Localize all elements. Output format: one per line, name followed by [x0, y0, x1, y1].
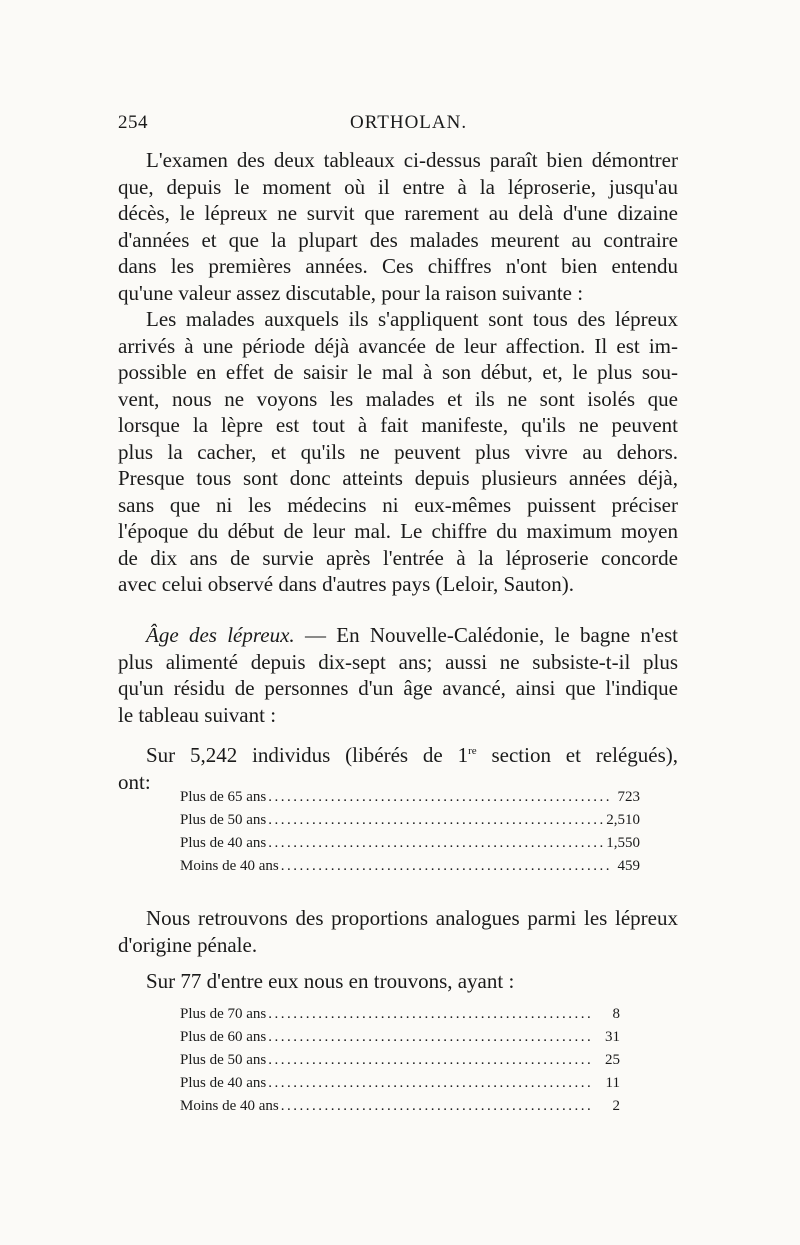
- text-line: possible en effet de saisir le mal à son début, et, le plus sou-: [118, 360, 678, 384]
- dot-leader: [266, 1072, 590, 1095]
- text-line: [118, 622, 678, 649]
- table-row: [180, 786, 640, 809]
- row-label: Plus de 50 ans: [180, 812, 267, 828]
- text-line: que, depuis le moment où il entre à la léproserie, jusqu'au: [118, 174, 678, 199]
- text-line: le tableau suivant :: [118, 702, 277, 727]
- row-label: Plus de 50 ans: [180, 1052, 267, 1068]
- text-line: plus alimenté depuis dix-sept ans; aussi ne subsiste-t-il plus: [118, 649, 678, 674]
- text-line: Presque tous sont donc atteints depuis plusieurs années déjà,: [118, 466, 678, 490]
- text-line: décès, le lépreux ne survit que rarement au delà d'une dizaine: [118, 201, 678, 225]
- text-line: lorsque la lèpre est tout à fait manifeste, qu'ils ne peuvent: [118, 413, 678, 437]
- text-line: Nous retrouvons des proportions analogues parmi les lépreux: [146, 906, 678, 930]
- table-row: [180, 855, 640, 878]
- row-value: 8: [612, 1006, 620, 1022]
- table-row: [180, 809, 640, 832]
- text-line: Les malades auxquels ils s'appliquent sont tous des lépreux: [146, 307, 678, 331]
- intro-text: section et relégués),: [476, 743, 679, 767]
- text-line: dans les premières années. Ces chiffres n'ont bien entendu: [118, 254, 678, 278]
- running-title: ORTHOLAN.: [350, 112, 468, 133]
- dot-leader: [266, 1049, 590, 1072]
- text-line: sans que ni les médecins ni eux-mêmes puissent préciser: [118, 492, 678, 517]
- page-header: [118, 112, 678, 142]
- table-row: [180, 1026, 620, 1049]
- row-label: Moins de 40 ans: [180, 1098, 279, 1114]
- row-value: 25: [605, 1052, 620, 1068]
- dot-leader: [279, 855, 610, 878]
- text-line: d'années et que la plupart des malades meurent au contraire: [118, 227, 678, 252]
- text-line: vent, nous ne voyons les malades et ils ne sont isolés que: [118, 386, 678, 411]
- table-row: [180, 1003, 620, 1026]
- text-line: arrivés à une période déjà avancée de leur affection. Il est im-: [118, 333, 678, 358]
- dot-leader: [279, 1095, 590, 1118]
- row-value: 459: [617, 858, 640, 874]
- text-line: L'examen des deux tableaux ci-dessus paraît bien démontrer: [146, 148, 678, 172]
- heading-continuation: — En Nouvelle-Calédonie, le bagne n'est: [294, 623, 678, 647]
- text-line: ont:: [118, 769, 151, 794]
- table-row: [180, 1095, 620, 1118]
- row-label: Plus de 60 ans: [180, 1029, 267, 1045]
- row-value: 11: [605, 1075, 620, 1091]
- paragraph-4: [118, 905, 678, 958]
- row-label: Plus de 40 ans: [180, 835, 267, 851]
- row-value: 31: [605, 1029, 620, 1045]
- text-line: [118, 738, 678, 769]
- intro-text: Sur 5,242 individus (libérés de 1: [146, 743, 469, 767]
- dot-leader: [266, 832, 606, 855]
- section-heading: Âge des lépreux.: [146, 623, 295, 647]
- text-line: plus la cacher, et qu'ils ne peuvent plus vivre au dehors.: [118, 439, 678, 464]
- row-value: 723: [617, 789, 640, 805]
- row-value: 2: [612, 1098, 620, 1114]
- row-value: 1,550: [606, 835, 640, 851]
- text-line: de dix ans de survie après l'entrée à la léproserie concorde: [118, 545, 678, 570]
- table-2-intro: [118, 968, 678, 995]
- dot-leader: [266, 809, 606, 832]
- paragraph-2: [118, 306, 678, 598]
- table-row: [180, 832, 640, 855]
- text-line: Sur 77 d'entre eux nous en trouvons, ayant :: [146, 969, 515, 993]
- text-line: avec celui observé dans d'autres pays (Leloir, Sauton).: [118, 572, 575, 596]
- row-label: Plus de 65 ans: [180, 789, 267, 805]
- row-label: Plus de 40 ans: [180, 1075, 267, 1091]
- row-label: Plus de 70 ans: [180, 1006, 267, 1022]
- paragraph-3: [118, 622, 678, 728]
- row-value: 2,510: [606, 812, 640, 828]
- age-table-2: [180, 1003, 620, 1118]
- ordinal-superscript: re: [468, 745, 477, 757]
- text-line: l'époque du début de leur mal. Le chiffre du maximum moyen: [118, 519, 678, 543]
- text-line: d'origine pénale.: [118, 932, 258, 957]
- dot-leader: [266, 1026, 590, 1049]
- text-line: qu'une valeur assez discutable, pour la raison suivante :: [118, 280, 584, 305]
- age-table-1: [180, 786, 640, 878]
- text-line: qu'un résidu de personnes d'un âge avancé, ainsi que l'indique: [118, 676, 678, 700]
- dot-leader: [266, 786, 610, 809]
- table-row: [180, 1049, 620, 1072]
- table-row: [180, 1072, 620, 1095]
- dot-leader: [266, 1003, 590, 1026]
- paragraph-1: [118, 147, 678, 306]
- page-number: 254: [118, 112, 148, 133]
- row-label: Moins de 40 ans: [180, 858, 279, 874]
